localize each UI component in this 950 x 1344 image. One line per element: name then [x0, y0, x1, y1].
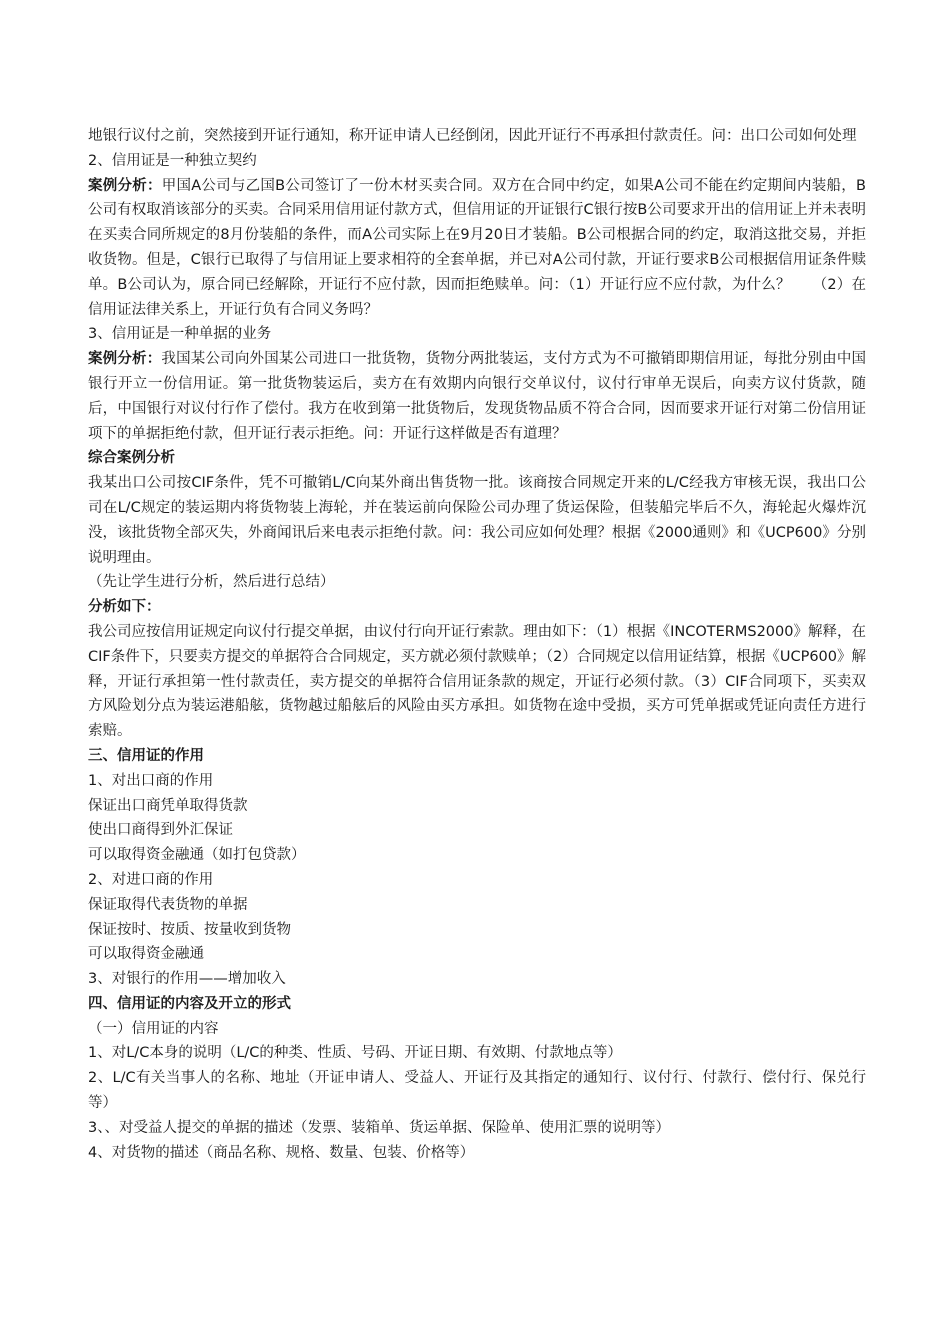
- paragraph-analysis: 我公司应按信用证规定向议付行提交单据，由议付行向开证行索款。理由如下：（1）根据《INCOTERMS2000》解释，在CIF条件下，只要卖方提交的单据符合合同规定，买方就必须付款赎单；（2）合同规定以信用证结算，根据《UCP600》解释，开证行承担第一性付款责任，卖方提交的单据符合信用证条款的规定，开证行必须付款。（3）CIF合同项下，买卖双方风险划分点为装运港船舷，货物越过船舷后的风险由买方承担。如货物在途中受损，买方可凭单据或凭证向责任方进行索赔。: [88, 623, 866, 740]
- list-item: 保证按时、按质、按量收到货物: [88, 921, 291, 938]
- heading-independent-contract: 2、信用证是一种独立契约: [88, 152, 257, 169]
- case-text: 甲国A公司与乙国B公司签订了一份木材买卖合同。双方在合同中约定，如果A公司不能在约定期间内装船，B公司有权取消该部分的买卖。合同采用信用证付款方式，但信用证的开证银行C银行按B公司要求开出的信用证上并未表明在买卖合同所规定的8月份装船的条件，而A公司实际上在9月20日才装船。B公司根据合同的约定，取消这批交易，并拒收货物。但是，C银行已取得了与信用证上要求相符的全套单据，并已对A公司付款，开证行要求B公司根据信用证条件赎单。B公司认为，原合同已经解除，开证行不应付款，因而拒绝赎单。问：（1）开证行应不应付款，为什么？ （2）在信用证法律关系上，开证行负有合同义务吗？: [88, 177, 867, 318]
- list-item: 2、对进口商的作用: [88, 871, 214, 888]
- list-item: 2、L/C有关当事人的名称、地址（开证申请人、受益人、开证行及其指定的通知行、议付行、付款行、偿付行、保兑行等）: [88, 1070, 866, 1112]
- case-analysis-2: [88, 347, 866, 446]
- case-analysis-1: [88, 174, 866, 323]
- list-item: 可以取得资金融通（如打包贷款）: [88, 847, 306, 864]
- list-item: 保证出口商凭单取得货款: [88, 797, 248, 814]
- list-item: 可以取得资金融通: [88, 946, 204, 963]
- case-label: 案例分析：: [88, 177, 162, 194]
- heading-document-business: 3、信用证是一种单据的业务: [88, 326, 272, 343]
- list-item: 保证取得代表货物的单据: [88, 896, 248, 913]
- heading-analysis: 分析如下：: [88, 599, 161, 616]
- case-label: 案例分析：: [88, 351, 162, 368]
- heading-section-4: 四、信用证的内容及开立的形式: [88, 995, 291, 1012]
- document-page: [88, 124, 866, 1165]
- list-item: 3、对银行的作用——增加收入: [88, 971, 286, 988]
- list-item: 4、对货物的描述（商品名称、规格、数量、包装、价格等）: [88, 1144, 475, 1161]
- subheading-lc-content: （一）信用证的内容: [88, 1020, 219, 1037]
- list-item: 使出口商得到外汇保证: [88, 822, 233, 839]
- paragraph-comprehensive-case: 我某出口公司按CIF条件，凭不可撤销L/C向某外商出售货物一批。该商按合同规定开来的L/C经我方审核无误，我出口公司在L/C规定的装运期内将货物装上海轮，并在装运前向保险公司办理了货运保险，但装船完毕后不久，海轮起火爆炸沉没，该批货物全部灭失，外商闻讯后来电表示拒绝付款。问：我公司应如何处理？根据《2000通则》和《UCP600》分别说明理由。: [88, 475, 866, 566]
- heading-section-3: 三、信用证的作用: [88, 747, 204, 764]
- paragraph-intro-continuation: 地银行议付之前，突然接到开证行通知，称开证申请人已经倒闭，因此开证行不再承担付款责任。问：出口公司如何处理: [88, 128, 857, 144]
- list-item: 1、对出口商的作用: [88, 772, 214, 789]
- case-text: 我国某公司向外国某公司进口一批货物，货物分两批装运，支付方式为不可撤销即期信用证，每批分别由中国银行开立一份信用证。第一批货物装运后，卖方在有效期内向银行交单议付，议付行审单无误后，向卖方议付货款，随后，中国银行对议付行作了偿付。我方在收到第一批货物后，发现货物品质不符合合同，因而要求开证行对第二份信用证项下的单据拒绝付款，但开证行表示拒绝。问：开证行这样做是否有道理？: [88, 351, 867, 442]
- paragraph-teacher-note: （先让学生进行分析，然后进行总结）: [88, 574, 335, 591]
- list-item: 3、、对受益人提交的单据的描述（发票、装箱单、货运单据、保险单、使用汇票的说明等）: [88, 1119, 670, 1136]
- list-item: 1、对L/C本身的说明（L/C的种类、性质、号码、开证日期、有效期、付款地点等）: [88, 1045, 622, 1062]
- heading-comprehensive-case: 综合案例分析: [88, 450, 175, 467]
